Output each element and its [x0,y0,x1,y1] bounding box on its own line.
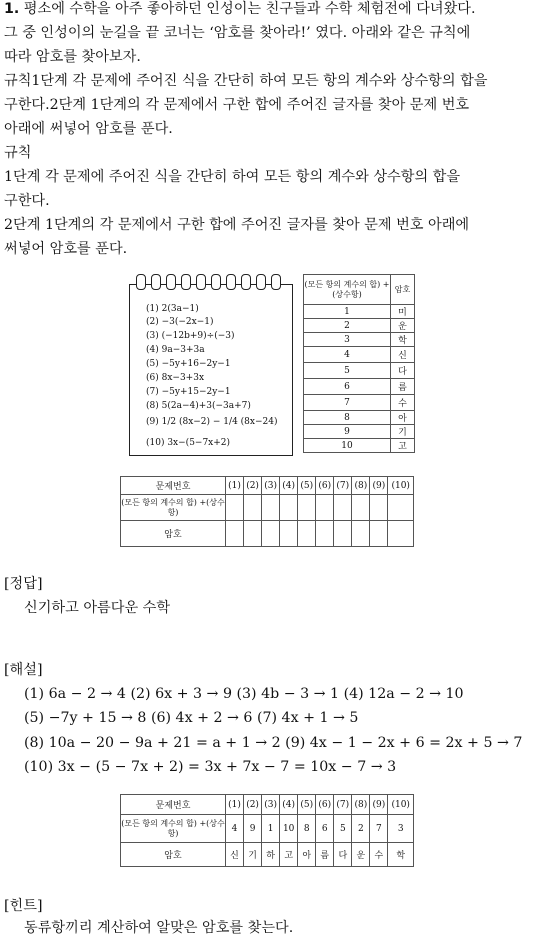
key-sum: 8 [304,411,391,425]
key-sum: 10 [304,439,391,453]
problem-number-cell: (2) [244,795,262,815]
ring-icon [256,274,266,290]
code-cell: 신 [226,843,244,867]
sum-cell: 7 [370,815,388,843]
answer-text: 신기하고 아름다운 수학 [24,600,171,616]
key-header-sum: (모든 항의 계수의 합) +(상수항) [304,275,391,305]
blank-cell[interactable] [370,495,388,521]
problem-number-cell: (5) [298,477,316,495]
blank-cell[interactable] [388,495,414,521]
problem-number-cell: (10) [388,795,414,815]
notepad-item: (3) (−12b+9)÷(−3) [146,331,235,341]
notepad-item: (2) −3(−2x−1) [146,317,214,327]
notepad-item: (1) 2(3a−1) [146,304,199,314]
key-table [303,274,415,453]
sum-cell: 4 [226,815,244,843]
key-sum: 5 [304,363,391,379]
problem-number-cell: (1) [226,477,244,495]
problem-line-1 [4,0,476,21]
key-code: 다 [391,363,415,379]
code-cell: 름 [316,843,334,867]
notepad-item: (9) 1/2 (8x−2) − 1/4 (8x−24) [146,417,278,427]
sum-cell: 10 [280,815,298,843]
code-cell: 운 [352,843,370,867]
key-code: 운 [391,319,415,333]
blank-cell[interactable] [280,521,298,547]
ring-icon [181,274,191,290]
problem-number-cell: (3) [262,795,280,815]
key-sum: 4 [304,347,391,363]
blank-cell[interactable] [388,521,414,547]
problem-number-cell: (9) [370,795,388,815]
ring-icon [196,274,206,290]
problem-line-10: 2단계 1단계의 각 문제에서 구한 합에 주어진 글자를 찾아 문제 번호 아래에 [4,217,470,233]
sum-cell: 8 [298,815,316,843]
problem-number-cell: (8) [352,795,370,815]
problem-number-cell: (10) [388,477,414,495]
ring-icon [211,274,221,290]
problem-number-cell: (7) [334,795,352,815]
notepad-item: (7) −5y+15−2y−1 [146,387,231,397]
blank-cell[interactable] [298,495,316,521]
problem-number-cell: (6) [316,795,334,815]
problem-number-cell: (7) [334,477,352,495]
blank-cell[interactable] [244,521,262,547]
row-header-code: 암호 [121,521,226,547]
problem-number-cell: (6) [316,477,334,495]
ring-icon [241,274,251,290]
ring-icon [166,274,176,290]
notepad-item: (8) 5(2a−4)+3(−3a+7) [146,401,251,411]
ring-icon [226,274,236,290]
code-cell: 고 [280,843,298,867]
code-cell: 학 [388,843,414,867]
blank-cell[interactable] [262,521,280,547]
key-sum: 7 [304,395,391,411]
blank-cell[interactable] [226,495,244,521]
problem-number-cell: (3) [262,477,280,495]
blank-cell[interactable] [262,495,280,521]
row-header-sum: (모든 항의 계수의 합) +(상수항) [121,815,226,843]
notepad-item: (5) −5y+16−2y−1 [146,359,231,369]
key-code: 아 [391,411,415,425]
blank-cell[interactable] [316,521,334,547]
explanation-line: (1) 6a − 2 → 4 (2) 6x + 3 → 9 (3) 4b − 3 → 1 (4) 12a − 2 → 10 [24,686,464,702]
code-cell: 다 [334,843,352,867]
blank-cell[interactable] [226,521,244,547]
explanation-line: (5) −7y + 15 → 8 (6) 4x + 2 → 6 (7) 4x + 1 → 5 [24,710,359,726]
key-header-code: 암호 [391,275,415,305]
blank-cell[interactable] [244,495,262,521]
key-code: 름 [391,379,415,395]
blank-cell[interactable] [316,495,334,521]
problem-line-7: 규칙 [4,145,32,161]
blank-cell[interactable] [334,495,352,521]
blank-cell[interactable] [352,495,370,521]
code-cell: 수 [370,843,388,867]
problem-line-3: 따라 암호를 찾아보자. [4,49,141,65]
problem-line-2: 그 중 인성이의 눈길을 끝 코너는 ‘암호를 찾아라!’ 였다. 아래와 같은 규칙에 [4,25,471,41]
row-header-number: 문제번호 [121,477,226,495]
sum-cell: 2 [352,815,370,843]
problem-line-11: 써넣어 암호를 푼다. [4,241,128,257]
problem-number-cell: (2) [244,477,262,495]
notepad-item: (10) 3x−(5−7x+2) [146,438,231,448]
key-code: 미 [391,305,415,319]
blank-cell[interactable] [280,495,298,521]
blank-cell[interactable] [298,521,316,547]
notepad-item: (6) 8x−3+3x [146,373,205,383]
hint-label: [힌트] [4,898,43,914]
problem-line-6: 아래에 써넣어 암호를 푼다. [4,121,173,137]
explanation-line: (8) 10a − 20 − 9a + 21 = a + 1 → 2 (9) 4x − 1 − 2x + 6 = 2x + 5 → 7 [24,735,523,751]
problem-number-cell: (5) [298,795,316,815]
problem-text: 평소에 수학을 아주 좋아하던 인성이는 친구들과 수학 체험전에 다녀왔다. [23,1,476,17]
problem-number-cell: (8) [352,477,370,495]
ring-icon [136,274,146,290]
code-cell: 아 [298,843,316,867]
explanation-line: (10) 3x − (5 − 7x + 2) = 3x + 7x − 7 = 10x − 7 → 3 [24,759,397,775]
problem-number-cell: (4) [280,477,298,495]
key-code: 고 [391,439,415,453]
problem-number-cell: (1) [226,795,244,815]
explanation-label: [해설] [4,662,43,678]
problem-number: 1. [4,1,20,17]
problem-line-4: 규칙1단계 각 문제에 주어진 식을 간단히 하여 모든 항의 계수와 상수항의 합을 [4,73,488,89]
sum-cell: 1 [262,815,280,843]
sum-cell: 6 [316,815,334,843]
answer-label: [정답] [4,576,43,592]
blank-cell[interactable] [352,521,370,547]
row-header-code: 암호 [121,843,226,867]
ring-icon [151,274,161,290]
code-cell: 하 [262,843,280,867]
key-code: 기 [391,425,415,439]
sum-cell: 5 [334,815,352,843]
problem-line-9: 구한다. [4,193,50,209]
sum-cell: 9 [244,815,262,843]
notepad-item: (4) 9a−3+3a [146,345,205,355]
key-sum: 1 [304,305,391,319]
key-code: 수 [391,395,415,411]
key-sum: 3 [304,333,391,347]
problem-number-cell: (4) [280,795,298,815]
answer-table-filled [120,794,414,867]
key-code: 학 [391,333,415,347]
hint-text: 동류항끼리 계산하여 알맞은 암호를 찾는다. [24,920,294,936]
blank-cell[interactable] [370,521,388,547]
problem-number-cell: (9) [370,477,388,495]
key-code: 신 [391,347,415,363]
key-sum: 2 [304,319,391,333]
key-sum: 9 [304,425,391,439]
key-sum: 6 [304,379,391,395]
ring-icon [271,274,281,290]
problem-line-8: 1단계 각 문제에 주어진 식을 간단히 하여 모든 항의 계수와 상수항의 합을 [4,169,461,185]
blank-cell[interactable] [334,521,352,547]
problem-line-5: 구한다.2단계 1단계의 각 문제에서 구한 합에 주어진 글자를 찾아 문제 번호 [4,97,470,113]
answer-table-blank [120,476,414,547]
row-header-number: 문제번호 [121,795,226,815]
code-cell: 기 [244,843,262,867]
sum-cell: 3 [388,815,414,843]
row-header-sum: (모든 항의 계수의 합) +(상수항) [121,495,226,521]
